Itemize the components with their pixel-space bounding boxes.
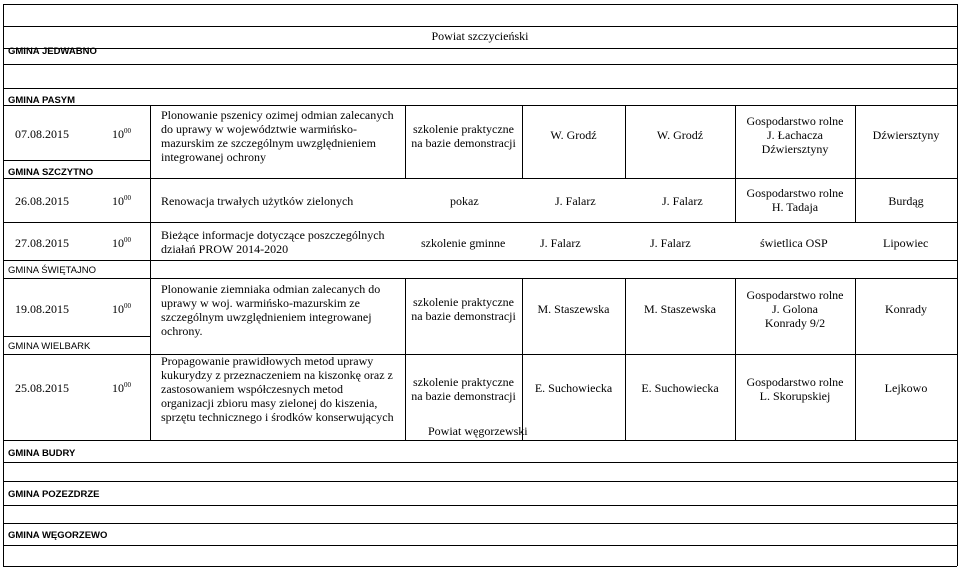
- gmina-label: GMINA SZCZYTNO: [8, 167, 94, 178]
- county-header: Powiat węgorzewski: [428, 424, 528, 438]
- row-place: H. Tadaja: [771, 200, 819, 214]
- row-place: Gospodarstwo rolne: [746, 375, 844, 389]
- grid-line: [3, 336, 150, 337]
- gmina-label: GMINA WIELBARK: [8, 341, 91, 352]
- grid-line: [3, 523, 957, 524]
- row-place: J. Łachacza: [767, 128, 823, 142]
- row-topic: Propagowanie prawidłowych metod uprawy kukurydzy z przeznaczeniem na kiszonkę oraz z zastosowaniem współczesnych metod organizacji zbioru masy zielonej do kiszenia, sprzętu technicznego i środków konserwujących: [161, 354, 394, 424]
- grid-line: [3, 354, 957, 355]
- row-time: $10^{00}$: [112, 194, 131, 208]
- grid-line: [3, 64, 957, 65]
- row-place: L. Skorupskiej: [759, 389, 831, 403]
- grid-line: [3, 88, 957, 89]
- row-date: 07.08.2015: [15, 127, 69, 141]
- row-form: na bazie demonstracji: [411, 136, 516, 150]
- grid-line: [3, 48, 957, 49]
- row-form: na bazie demonstracji: [411, 309, 516, 323]
- row-lead: E. Suchowiecka: [641, 381, 719, 395]
- row-topic: Plonowanie ziemniaka odmian zalecanych do uprawy w woj. warmińsko-mazurskim ze szczególnym uwzględnieniem integrowanej ochrony.: [161, 282, 381, 338]
- grid-line: [3, 545, 957, 546]
- row-lead: W. Grodź: [656, 128, 704, 142]
- row-organizer: E. Suchowiecka: [534, 381, 613, 395]
- gmina-label: GMINA PASYM: [8, 95, 76, 106]
- gmina-label: GMINA POZEZDRZE: [8, 489, 100, 500]
- grid-line: [3, 105, 957, 106]
- row-form: pokaz: [450, 194, 479, 208]
- row-organizer: W. Grodź: [550, 128, 597, 142]
- row-place: J. Golona: [772, 302, 818, 316]
- row-place: Dźwiersztyny: [761, 142, 829, 156]
- row-organizer: J. Falarz: [555, 194, 596, 208]
- row-time: $10^{00}$: [112, 236, 131, 250]
- row-place: świetlica OSP: [760, 236, 828, 250]
- grid-line: [3, 160, 150, 161]
- row-place: Gospodarstwo rolne: [746, 288, 844, 302]
- grid-line: [3, 26, 957, 27]
- grid-line: [3, 505, 957, 506]
- grid-line: [3, 260, 957, 261]
- grid-line: [3, 440, 957, 441]
- row-organizer: M. Staszewska: [537, 302, 610, 316]
- row-lead: J. Falarz: [662, 194, 703, 208]
- gmina-label: GMINA WĘGORZEWO: [8, 530, 108, 541]
- row-form: na bazie demonstracji: [411, 389, 516, 403]
- grid-line: [3, 566, 957, 567]
- row-date: 26.08.2015: [15, 194, 69, 208]
- row-form: szkolenie praktyczne: [413, 295, 514, 309]
- grid-line: [3, 178, 957, 179]
- row-form: szkolenie praktyczne: [413, 122, 514, 136]
- grid-line: [150, 105, 151, 440]
- row-date: 19.08.2015: [15, 302, 69, 316]
- gmina-label: GMINA ŚWIĘTAJNO: [8, 265, 96, 276]
- row-topic: Plonowanie pszenicy ozimej odmian zalecanych do uprawy w województwie warmińsko-mazurskim ze szczególnym uwzględnieniem integrowanej ochrony: [161, 108, 394, 164]
- grid-line: [3, 481, 957, 482]
- row-place: Konrady 9/2: [764, 316, 826, 330]
- row-locality: Burdąg: [888, 194, 924, 208]
- row-place: Gospodarstwo rolne: [746, 114, 844, 128]
- county-header: Powiat szczycieński: [431, 29, 529, 43]
- row-place: Gospodarstwo rolne: [746, 186, 844, 200]
- row-lead: M. Staszewska: [644, 302, 716, 316]
- row-date: 25.08.2015: [15, 381, 69, 395]
- row-form: szkolenie praktyczne: [413, 375, 514, 389]
- row-organizer: J. Falarz: [540, 236, 581, 250]
- row-lead: J. Falarz: [650, 236, 691, 250]
- row-locality: Konrady: [885, 302, 927, 316]
- row-time: $10^{00}$: [112, 302, 131, 316]
- row-topic: Renowacja trwałych użytków zielonych: [161, 194, 354, 208]
- grid-line: [957, 4, 958, 566]
- row-date: 27.08.2015: [15, 236, 69, 250]
- gmina-label: GMINA BUDRY: [8, 448, 76, 459]
- row-topic: Bieżące informacje dotyczące poszczególnych działań PROW 2014-2020: [161, 228, 385, 256]
- row-locality: Lipowiec: [883, 236, 929, 250]
- row-locality: Dźwiersztyny: [872, 128, 940, 142]
- gmina-label: GMINA JEDWABNO: [8, 46, 97, 57]
- grid-line: [3, 4, 957, 5]
- row-form: szkolenie gminne: [421, 236, 506, 250]
- row-time: $10^{00}$: [112, 127, 131, 141]
- row-time: $10^{00}$: [112, 381, 131, 395]
- grid-line: [3, 462, 957, 463]
- row-locality: Lejkowo: [884, 381, 928, 395]
- grid-line: [3, 278, 957, 279]
- grid-line: [3, 222, 957, 223]
